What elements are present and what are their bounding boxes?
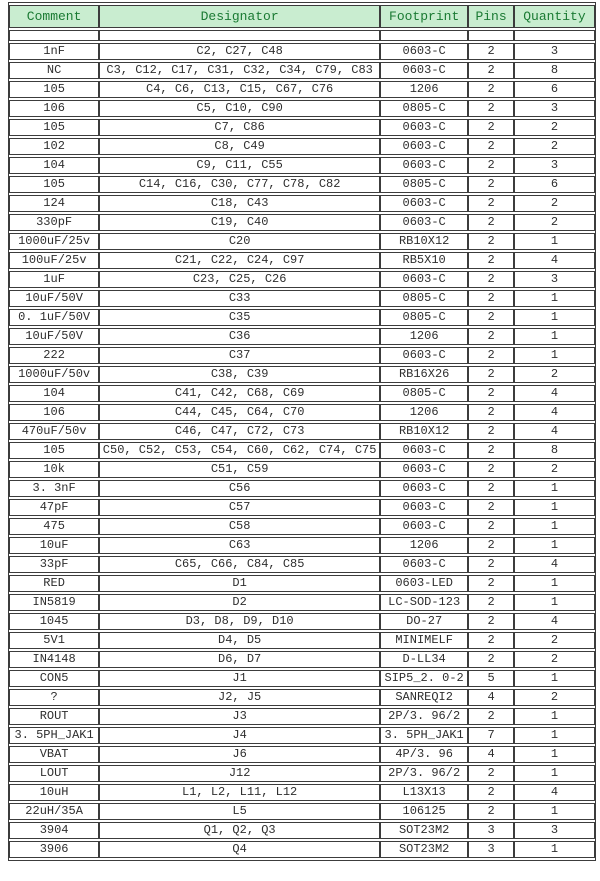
bom-table-body xyxy=(9,30,595,858)
cell-footprint: 0805-C xyxy=(380,309,468,326)
cell-quantity: 1 xyxy=(514,499,595,516)
cell-footprint: 0805-C xyxy=(380,176,468,193)
cell-comment: IN4148 xyxy=(9,651,99,668)
cell-pins: 2 xyxy=(468,309,514,326)
cell-designator: D2 xyxy=(99,594,380,611)
cell-footprint: 0603-C xyxy=(380,157,468,174)
table-row xyxy=(9,100,595,117)
column-header-designator: Designator xyxy=(99,5,380,28)
cell-quantity: 2 xyxy=(514,651,595,668)
cell-pins xyxy=(468,30,514,41)
cell-comment: 1nF xyxy=(9,43,99,60)
cell-comment: 475 xyxy=(9,518,99,535)
table-row xyxy=(9,81,595,98)
cell-designator: J4 xyxy=(99,727,380,744)
cell-designator: C38, C39 xyxy=(99,366,380,383)
cell-footprint: 0603-C xyxy=(380,347,468,364)
cell-designator: D4, D5 xyxy=(99,632,380,649)
cell-pins: 2 xyxy=(468,290,514,307)
table-row xyxy=(9,347,595,364)
cell-comment: 1045 xyxy=(9,613,99,630)
cell-pins: 2 xyxy=(468,252,514,269)
cell-pins: 2 xyxy=(468,62,514,79)
cell-designator: D3, D8, D9, D10 xyxy=(99,613,380,630)
cell-quantity: 4 xyxy=(514,252,595,269)
cell-pins: 2 xyxy=(468,328,514,345)
cell-pins: 2 xyxy=(468,803,514,820)
cell-pins: 2 xyxy=(468,233,514,250)
cell-comment: 10k xyxy=(9,461,99,478)
table-row xyxy=(9,328,595,345)
table-row xyxy=(9,632,595,649)
cell-pins: 2 xyxy=(468,575,514,592)
cell-pins: 2 xyxy=(468,100,514,117)
cell-quantity: 1 xyxy=(514,328,595,345)
cell-pins: 2 xyxy=(468,442,514,459)
cell-pins: 3 xyxy=(468,822,514,839)
cell-designator: C5, C10, C90 xyxy=(99,100,380,117)
table-row xyxy=(9,746,595,763)
table-row xyxy=(9,708,595,725)
cell-comment: VBAT xyxy=(9,746,99,763)
cell-designator: Q1, Q2, Q3 xyxy=(99,822,380,839)
cell-pins: 4 xyxy=(468,746,514,763)
table-row xyxy=(9,385,595,402)
cell-quantity: 2 xyxy=(514,461,595,478)
table-row xyxy=(9,195,595,212)
cell-quantity: 6 xyxy=(514,176,595,193)
cell-designator: C57 xyxy=(99,499,380,516)
cell-pins: 2 xyxy=(468,651,514,668)
cell-footprint: 0603-C xyxy=(380,214,468,231)
column-header-footprint: Footprint xyxy=(380,5,468,28)
cell-pins: 2 xyxy=(468,423,514,440)
cell-comment: 3. 3nF xyxy=(9,480,99,497)
cell-designator xyxy=(99,30,380,41)
cell-quantity xyxy=(514,30,595,41)
cell-designator: C8, C49 xyxy=(99,138,380,155)
cell-designator: J3 xyxy=(99,708,380,725)
cell-quantity: 1 xyxy=(514,841,595,858)
table-row xyxy=(9,290,595,307)
table-row xyxy=(9,442,595,459)
table-row xyxy=(9,43,595,60)
cell-designator: C36 xyxy=(99,328,380,345)
table-row xyxy=(9,366,595,383)
cell-comment: 1uF xyxy=(9,271,99,288)
cell-comment: 1000uF/50v xyxy=(9,366,99,383)
cell-designator: J6 xyxy=(99,746,380,763)
cell-comment: 106 xyxy=(9,404,99,421)
cell-comment: 0. 1uF/50V xyxy=(9,309,99,326)
cell-footprint: MINIMELF xyxy=(380,632,468,649)
cell-designator: J2, J5 xyxy=(99,689,380,706)
cell-comment: 106 xyxy=(9,100,99,117)
cell-quantity: 1 xyxy=(514,233,595,250)
cell-comment: 3. 5PH_JAK1 xyxy=(9,727,99,744)
cell-footprint: 0805-C xyxy=(380,385,468,402)
table-row xyxy=(9,765,595,782)
cell-footprint: 106125 xyxy=(380,803,468,820)
cell-comment: 33pF xyxy=(9,556,99,573)
table-row xyxy=(9,499,595,516)
cell-quantity: 1 xyxy=(514,518,595,535)
table-row xyxy=(9,480,595,497)
cell-footprint: SOT23M2 xyxy=(380,841,468,858)
cell-quantity: 2 xyxy=(514,195,595,212)
cell-pins: 2 xyxy=(468,518,514,535)
cell-designator: D1 xyxy=(99,575,380,592)
table-row xyxy=(9,841,595,858)
column-header-pins: Pins xyxy=(468,5,514,28)
cell-designator: C56 xyxy=(99,480,380,497)
cell-designator: C4, C6, C13, C15, C67, C76 xyxy=(99,81,380,98)
cell-quantity: 4 xyxy=(514,385,595,402)
cell-designator: C51, C59 xyxy=(99,461,380,478)
cell-comment: CON5 xyxy=(9,670,99,687)
cell-pins: 2 xyxy=(468,176,514,193)
cell-designator: D6, D7 xyxy=(99,651,380,668)
cell-pins: 5 xyxy=(468,670,514,687)
cell-footprint: 0603-C xyxy=(380,195,468,212)
cell-footprint: SANREQI2 xyxy=(380,689,468,706)
cell-quantity: 3 xyxy=(514,157,595,174)
cell-pins: 2 xyxy=(468,632,514,649)
cell-footprint: 2P/3. 96/2 xyxy=(380,708,468,725)
cell-pins: 2 xyxy=(468,784,514,801)
cell-quantity: 3 xyxy=(514,100,595,117)
table-row xyxy=(9,556,595,573)
bom-table-header xyxy=(9,5,595,28)
cell-comment: 5V1 xyxy=(9,632,99,649)
column-header-quantity: Quantity xyxy=(514,5,595,28)
cell-footprint: D-LL34 xyxy=(380,651,468,668)
cell-pins: 2 xyxy=(468,613,514,630)
cell-comment: 105 xyxy=(9,119,99,136)
cell-pins: 7 xyxy=(468,727,514,744)
table-row xyxy=(9,594,595,611)
cell-quantity: 8 xyxy=(514,442,595,459)
cell-quantity: 4 xyxy=(514,613,595,630)
cell-pins: 2 xyxy=(468,195,514,212)
cell-footprint: 0805-C xyxy=(380,290,468,307)
cell-comment: RED xyxy=(9,575,99,592)
cell-footprint: L13X13 xyxy=(380,784,468,801)
cell-quantity: 2 xyxy=(514,214,595,231)
cell-footprint: 0603-C xyxy=(380,499,468,516)
cell-quantity: 1 xyxy=(514,290,595,307)
cell-comment: 105 xyxy=(9,442,99,459)
cell-quantity: 4 xyxy=(514,423,595,440)
table-row xyxy=(9,537,595,554)
table-row xyxy=(9,423,595,440)
cell-comment: 470uF/50v xyxy=(9,423,99,440)
cell-quantity: 1 xyxy=(514,727,595,744)
table-row xyxy=(9,784,595,801)
table-row xyxy=(9,176,595,193)
cell-quantity: 6 xyxy=(514,81,595,98)
cell-comment: IN5819 xyxy=(9,594,99,611)
header-row xyxy=(9,5,595,28)
cell-footprint: 1206 xyxy=(380,328,468,345)
cell-designator: C50, C52, C53, C54, C60, C62, C74, C75 xyxy=(99,442,380,459)
cell-designator: J1 xyxy=(99,670,380,687)
cell-footprint: 0603-C xyxy=(380,518,468,535)
cell-comment: 330pF xyxy=(9,214,99,231)
cell-footprint: RB10X12 xyxy=(380,423,468,440)
cell-designator: C35 xyxy=(99,309,380,326)
cell-quantity: 3 xyxy=(514,822,595,839)
cell-pins: 2 xyxy=(468,404,514,421)
cell-pins: 2 xyxy=(468,480,514,497)
empty-row xyxy=(9,30,595,41)
cell-comment: 100uF/25v xyxy=(9,252,99,269)
cell-footprint: 0603-C xyxy=(380,119,468,136)
cell-pins: 2 xyxy=(468,347,514,364)
cell-pins: 2 xyxy=(468,537,514,554)
cell-comment: 10uF/50V xyxy=(9,328,99,345)
cell-quantity: 4 xyxy=(514,556,595,573)
cell-footprint: 0603-C xyxy=(380,480,468,497)
cell-pins: 2 xyxy=(468,81,514,98)
cell-pins: 2 xyxy=(468,43,514,60)
cell-designator: C21, C22, C24, C97 xyxy=(99,252,380,269)
cell-footprint: 0603-C xyxy=(380,461,468,478)
cell-pins: 2 xyxy=(468,556,514,573)
cell-footprint: 2P/3. 96/2 xyxy=(380,765,468,782)
cell-designator: C23, C25, C26 xyxy=(99,271,380,288)
cell-footprint: 1206 xyxy=(380,81,468,98)
column-header-comment: Comment xyxy=(9,5,99,28)
cell-comment: 102 xyxy=(9,138,99,155)
cell-comment: 124 xyxy=(9,195,99,212)
cell-footprint: 1206 xyxy=(380,537,468,554)
cell-pins: 2 xyxy=(468,138,514,155)
cell-footprint: RB16X26 xyxy=(380,366,468,383)
cell-pins: 2 xyxy=(468,119,514,136)
cell-quantity: 1 xyxy=(514,347,595,364)
cell-comment: 104 xyxy=(9,157,99,174)
table-row xyxy=(9,689,595,706)
table-row xyxy=(9,119,595,136)
cell-quantity: 1 xyxy=(514,765,595,782)
cell-designator: C9, C11, C55 xyxy=(99,157,380,174)
cell-designator: C7, C86 xyxy=(99,119,380,136)
cell-designator: L5 xyxy=(99,803,380,820)
cell-footprint: 1206 xyxy=(380,404,468,421)
cell-comment: 22uH/35A xyxy=(9,803,99,820)
cell-pins: 2 xyxy=(468,157,514,174)
cell-footprint: 0603-C xyxy=(380,271,468,288)
cell-comment: 10uF xyxy=(9,537,99,554)
cell-quantity: 4 xyxy=(514,784,595,801)
cell-designator: L1, L2, L11, L12 xyxy=(99,784,380,801)
cell-pins: 2 xyxy=(468,214,514,231)
table-row xyxy=(9,461,595,478)
cell-pins: 2 xyxy=(468,366,514,383)
table-row xyxy=(9,727,595,744)
cell-comment: 222 xyxy=(9,347,99,364)
table-row xyxy=(9,252,595,269)
cell-pins: 4 xyxy=(468,689,514,706)
cell-designator: C33 xyxy=(99,290,380,307)
table-row xyxy=(9,803,595,820)
cell-comment: ? xyxy=(9,689,99,706)
cell-footprint: DO-27 xyxy=(380,613,468,630)
cell-footprint: 0603-C xyxy=(380,138,468,155)
cell-quantity: 1 xyxy=(514,708,595,725)
cell-footprint: 0603-LED xyxy=(380,575,468,592)
cell-footprint: 0805-C xyxy=(380,100,468,117)
table-row xyxy=(9,613,595,630)
cell-quantity: 8 xyxy=(514,62,595,79)
cell-comment: 3906 xyxy=(9,841,99,858)
cell-footprint: 0603-C xyxy=(380,43,468,60)
cell-quantity: 1 xyxy=(514,803,595,820)
cell-comment: 47pF xyxy=(9,499,99,516)
cell-pins: 2 xyxy=(468,594,514,611)
cell-comment: 3904 xyxy=(9,822,99,839)
cell-footprint: 0603-C xyxy=(380,62,468,79)
table-row xyxy=(9,575,595,592)
table-row xyxy=(9,62,595,79)
cell-comment xyxy=(9,30,99,41)
cell-designator: C44, C45, C64, C70 xyxy=(99,404,380,421)
cell-comment: NC xyxy=(9,62,99,79)
cell-quantity: 2 xyxy=(514,689,595,706)
cell-footprint: SIP5_2. 0-2 xyxy=(380,670,468,687)
cell-footprint: 4P/3. 96 xyxy=(380,746,468,763)
cell-quantity: 1 xyxy=(514,594,595,611)
cell-quantity: 3 xyxy=(514,271,595,288)
cell-quantity: 1 xyxy=(514,575,595,592)
cell-pins: 2 xyxy=(468,708,514,725)
table-row xyxy=(9,214,595,231)
cell-pins: 2 xyxy=(468,271,514,288)
table-row xyxy=(9,404,595,421)
cell-quantity: 2 xyxy=(514,632,595,649)
cell-pins: 2 xyxy=(468,499,514,516)
bom-table xyxy=(8,2,596,861)
cell-designator: J12 xyxy=(99,765,380,782)
cell-comment: 10uF/50V xyxy=(9,290,99,307)
cell-designator: C41, C42, C68, C69 xyxy=(99,385,380,402)
cell-comment: LOUT xyxy=(9,765,99,782)
table-row xyxy=(9,157,595,174)
cell-designator: C18, C43 xyxy=(99,195,380,212)
cell-designator: C14, C16, C30, C77, C78, C82 xyxy=(99,176,380,193)
cell-designator: C2, C27, C48 xyxy=(99,43,380,60)
cell-designator: C58 xyxy=(99,518,380,535)
cell-quantity: 2 xyxy=(514,138,595,155)
cell-footprint: SOT23M2 xyxy=(380,822,468,839)
cell-quantity: 2 xyxy=(514,119,595,136)
cell-footprint xyxy=(380,30,468,41)
cell-designator: C46, C47, C72, C73 xyxy=(99,423,380,440)
cell-footprint: 3. 5PH_JAK1 xyxy=(380,727,468,744)
cell-quantity: 1 xyxy=(514,746,595,763)
cell-quantity: 2 xyxy=(514,366,595,383)
cell-designator: Q4 xyxy=(99,841,380,858)
table-row xyxy=(9,233,595,250)
cell-quantity: 1 xyxy=(514,480,595,497)
cell-pins: 2 xyxy=(468,385,514,402)
cell-footprint: LC-SOD-123 xyxy=(380,594,468,611)
table-row xyxy=(9,670,595,687)
cell-designator: C20 xyxy=(99,233,380,250)
cell-comment: 104 xyxy=(9,385,99,402)
cell-designator: C65, C66, C84, C85 xyxy=(99,556,380,573)
cell-pins: 3 xyxy=(468,841,514,858)
table-row xyxy=(9,822,595,839)
table-row xyxy=(9,518,595,535)
table-row xyxy=(9,271,595,288)
cell-footprint: 0603-C xyxy=(380,442,468,459)
cell-quantity: 1 xyxy=(514,670,595,687)
cell-designator: C37 xyxy=(99,347,380,364)
cell-quantity: 3 xyxy=(514,43,595,60)
cell-designator: C63 xyxy=(99,537,380,554)
table-row xyxy=(9,309,595,326)
cell-quantity: 1 xyxy=(514,309,595,326)
cell-footprint: RB10X12 xyxy=(380,233,468,250)
table-row xyxy=(9,651,595,668)
cell-quantity: 1 xyxy=(514,537,595,554)
cell-pins: 2 xyxy=(468,461,514,478)
cell-designator: C3, C12, C17, C31, C32, C34, C79, C83 xyxy=(99,62,380,79)
cell-comment: 105 xyxy=(9,81,99,98)
cell-comment: 105 xyxy=(9,176,99,193)
cell-quantity: 4 xyxy=(514,404,595,421)
cell-comment: 1000uF/25v xyxy=(9,233,99,250)
cell-designator: C19, C40 xyxy=(99,214,380,231)
cell-comment: 10uH xyxy=(9,784,99,801)
cell-comment: ROUT xyxy=(9,708,99,725)
cell-footprint: RB5X10 xyxy=(380,252,468,269)
cell-footprint: 0603-C xyxy=(380,556,468,573)
table-row xyxy=(9,138,595,155)
cell-pins: 2 xyxy=(468,765,514,782)
